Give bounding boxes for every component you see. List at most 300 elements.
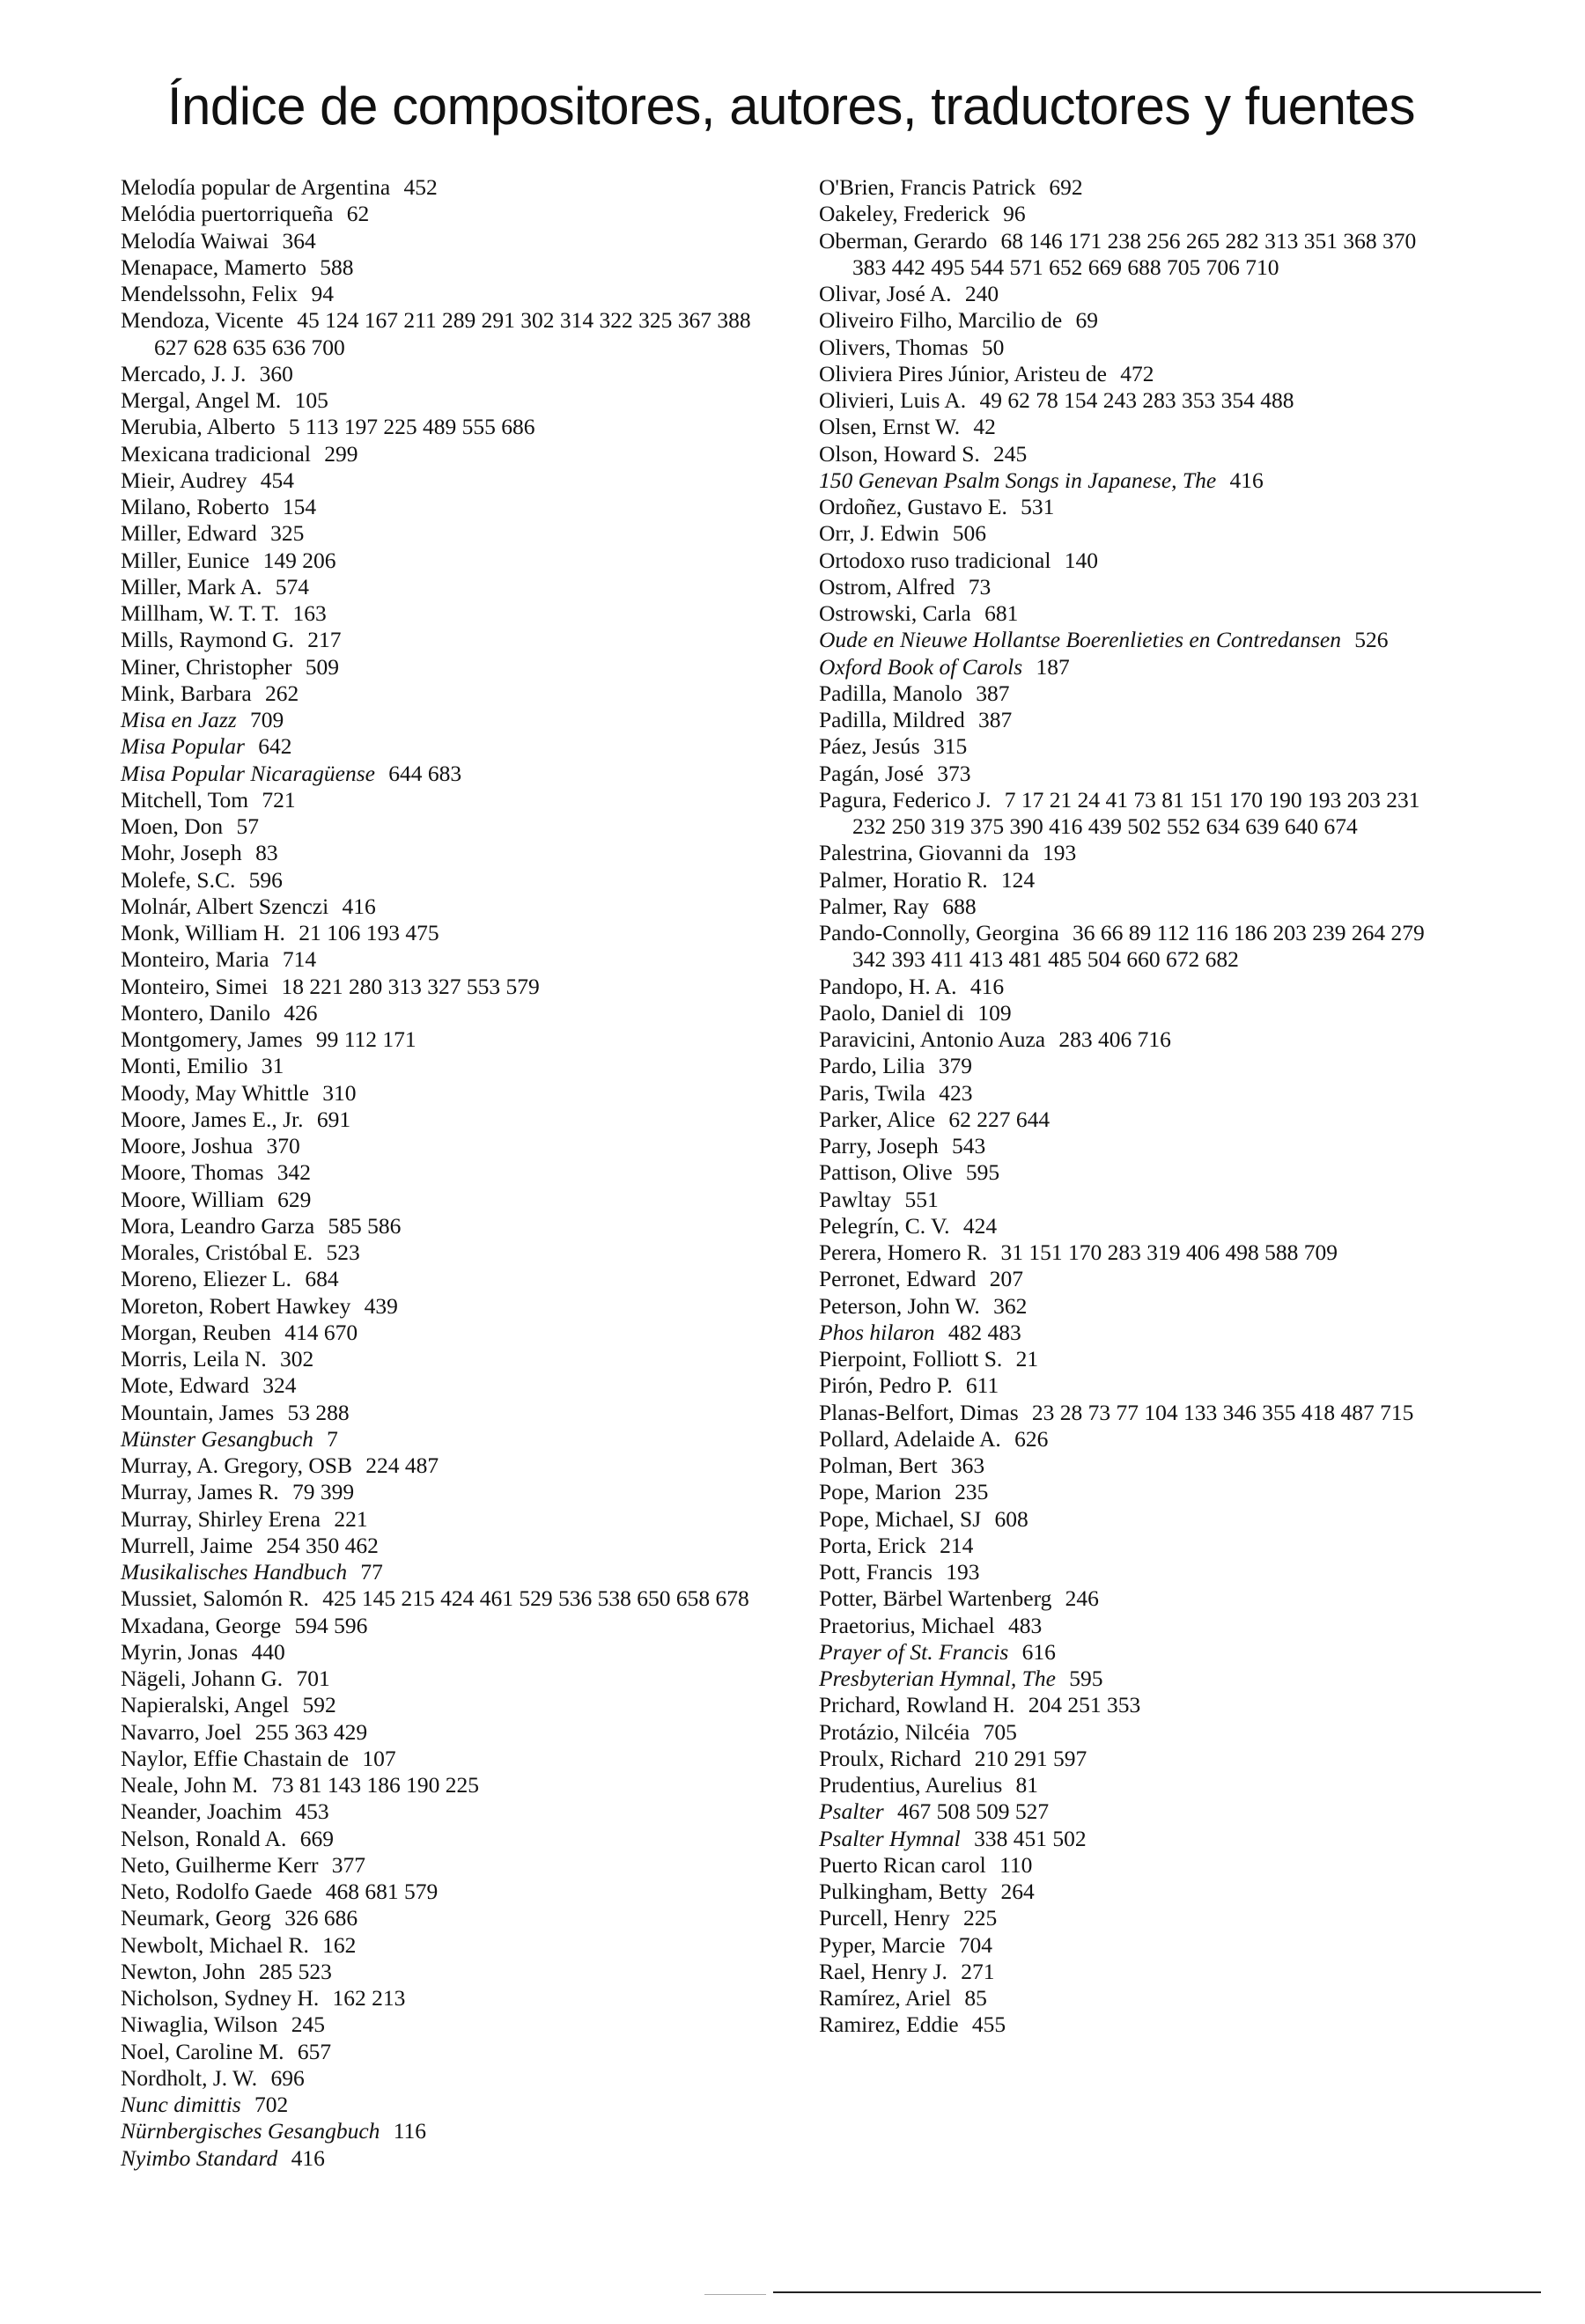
entry-pages: 105 [294,387,328,413]
index-entry [819,920,1435,974]
entry-pages: 31 151 170 283 319 406 498 588 709 [1000,1239,1338,1265]
entry-pages: 299 [324,440,358,467]
index-entry [819,1293,1435,1320]
entry-pages: 702 [254,2092,289,2117]
entry-pages: 42 [973,414,996,440]
entry-name: Mills, Raymond G. [121,627,294,653]
index-entry [121,920,772,946]
entry-pages: 523 [326,1239,360,1265]
entry-name: Mendelssohn, Felix [121,281,299,306]
entry-pages: 53 288 [287,1399,350,1425]
entry-pages: 705 [983,1718,1017,1745]
index-entry [121,867,772,894]
entry-name: Presbyterian Hymnal, The [819,1666,1056,1691]
entry-pages: 302 [280,1346,314,1372]
index-entry [819,1533,1435,1559]
index-entry [819,840,1435,866]
index-entry [121,414,772,440]
entry-pages: 684 [305,1266,339,1292]
index-entry [819,1133,1435,1159]
entry-name: Nicholson, Sydney H. [121,1985,320,2011]
entry-name: Neumark, Georg [121,1905,271,1931]
entry-name: Merubia, Alberto [121,414,276,440]
index-entry [819,1826,1435,1852]
entry-name: Psalter [819,1798,884,1825]
entry-pages: 107 [362,1745,396,1771]
index-entry [819,1585,1435,1612]
index-entry [819,281,1435,307]
index-entry [121,1559,772,1585]
entry-name: Nelson, Ronald A. [121,1825,287,1851]
entry-pages: 364 [282,227,316,254]
index-entry [121,1879,772,1905]
index-entry [121,1107,772,1133]
entry-pages: 94 [311,281,334,306]
index-entry [121,1080,772,1107]
entry-name: Neto, Guilherme Kerr [121,1851,319,1878]
index-entry [121,1133,772,1159]
entry-name: O'Brien, Francis Patrick [819,174,1036,200]
index-entry [819,1346,1435,1372]
index-entry [121,1000,772,1026]
index-entry [121,813,772,840]
index-entry [121,281,772,307]
entry-pages: 439 [364,1292,398,1319]
entry-name: Münster Gesangbuch [121,1425,313,1452]
entry-pages: 57 [236,813,259,839]
entry-pages: 246 [1065,1585,1099,1612]
entry-pages: 373 [937,760,971,786]
index-entry [121,1187,772,1213]
index-entry [121,174,772,201]
index-entry [819,548,1435,574]
entry-pages: 387 [976,680,1010,706]
index-entry [819,1852,1435,1879]
entry-pages: 688 [942,893,977,919]
entry-pages: 324 [262,1372,297,1399]
entry-name: Pope, Marion [819,1479,941,1505]
entry-name: Olivieri, Luis A. [819,387,967,413]
entry-name: Pirón, Pedro P. [819,1372,953,1399]
entry-name: Neander, Joachim [121,1798,283,1825]
entry-name: Misa en Jazz [121,707,237,732]
index-entry [121,1985,772,2011]
index-entry [819,707,1435,733]
index-entry [819,1932,1435,1959]
entry-pages: 704 [958,1931,992,1958]
entry-pages: 325 [270,520,305,547]
entry-pages: 709 [250,707,284,732]
entry-pages: 110 [999,1851,1033,1878]
entry-pages: 81 [1015,1772,1039,1798]
index-column-left [121,174,772,2172]
entry-pages: 79 399 [291,1479,355,1505]
entry-name: Newbolt, Michael R. [121,1931,309,1958]
index-entry [121,520,772,547]
entry-pages: 585 586 [328,1212,402,1239]
index-entry [121,1452,772,1479]
entry-name: Prudentius, Aurelius [819,1772,1003,1798]
entry-pages: 595 [965,1159,1000,1186]
entry-name: Palmer, Ray [819,893,930,919]
entry-pages: 68 146 171 238 256 265 282 313 351 368 370 383 442 495 544 571 652 669 688 705 706 710 [852,227,1417,280]
entry-name: Mieir, Audrey [121,467,247,493]
index-entry [819,228,1435,282]
entry-name: Nägeli, Johann G. [121,1666,284,1691]
entry-pages: 21 [1015,1346,1039,1372]
entry-name: Monteiro, Simei [121,973,269,999]
index-entry [121,1932,772,1959]
entry-pages: 691 [316,1106,351,1132]
entry-pages: 18 221 280 313 327 553 579 [281,973,540,999]
index-entry [121,2039,772,2065]
entry-name: Ostrowski, Carla [819,600,971,626]
index-entry [819,761,1435,787]
index-entry [819,974,1435,1000]
entry-name: Moore, Joshua [121,1133,254,1158]
entry-name: Olivers, Thomas [819,334,969,360]
entry-name: Murray, A. Gregory, OSB [121,1452,352,1478]
index-entry [121,1320,772,1346]
entry-pages: 224 487 [365,1452,439,1478]
entry-pages: 45 124 167 211 289 291 302 314 322 325 367 388 627 628 635 636 700 [154,307,751,360]
entry-name: Moreno, Eliezer L. [121,1266,292,1292]
entry-pages: 721 [262,786,296,813]
entry-pages: 23 28 73 77 104 133 346 355 418 487 715 [1031,1399,1414,1425]
entry-pages: 73 81 143 186 190 225 [271,1772,479,1798]
entry-pages: 424 [962,1212,998,1239]
entry-pages: 423 [939,1079,973,1106]
entry-name: Pandopo, H. A. [819,973,957,999]
index-entry [121,1585,772,1612]
index-entry [819,335,1435,361]
entry-pages: 310 [322,1079,357,1106]
entry-pages: 608 [994,1505,1028,1532]
entry-pages: 588 [320,254,354,280]
entry-pages: 454 [260,467,294,493]
entry-pages: 264 [1000,1879,1035,1904]
entry-name: Planas-Belfort, Dimas [819,1399,1019,1425]
index-entry [819,1959,1435,1985]
entry-name: Padilla, Manolo [819,680,962,706]
index-entry [819,1666,1435,1692]
entry-name: Nunc dimittis [121,2092,241,2117]
entry-pages: 217 [307,627,342,653]
entry-pages: 262 [265,680,299,706]
index-entry [121,600,772,627]
entry-pages: 543 [952,1133,986,1158]
entry-pages: 240 [964,281,999,306]
entry-pages: 416 [342,893,376,919]
entry-name: Mendoza, Vicente [121,307,284,334]
entry-pages: 7 [327,1425,338,1452]
entry-name: Molnár, Albert Szenczi [121,893,329,919]
entry-pages: 62 227 644 [948,1106,1051,1132]
entry-name: Olson, Howard S. [819,440,980,467]
entry-pages: 225 [963,1905,998,1931]
entry-pages: 426 [284,999,318,1026]
entry-pages: 5 113 197 225 489 555 686 [288,414,535,440]
index-entry [121,1826,772,1852]
index-entry [121,733,772,760]
index-entry [819,1187,1435,1213]
entry-name: Miller, Eunice [121,547,250,573]
entry-name: Potter, Bärbel Wartenberg [819,1585,1052,1612]
entry-name: Ramírez, Ariel [819,1985,952,2011]
entry-name: Phos hilaron [819,1319,935,1345]
index-entry [121,1506,772,1533]
index-entry [819,680,1435,707]
entry-pages: 338 451 502 [974,1825,1087,1851]
entry-name: Navarro, Joel [121,1718,242,1745]
index-entry [819,1905,1435,1931]
index-entry [819,574,1435,600]
index-entry [121,1746,772,1772]
index-entry [121,840,772,866]
index-entry [819,1506,1435,1533]
entry-name: Proulx, Richard [819,1745,962,1771]
index-entry [121,1346,772,1372]
entry-pages: 245 [291,2011,325,2038]
index-entry [121,1053,772,1079]
entry-name: Oude en Nieuwe Hollantse Boerenlieties en Contredansen [819,627,1341,653]
entry-pages: 472 [1120,360,1154,386]
index-entry [121,574,772,600]
entry-name: Moody, May Whittle [121,1079,309,1106]
index-entry [819,1080,1435,1107]
entry-name: Nyimbo Standard [121,2144,278,2171]
entry-pages: 85 [964,1985,987,2011]
entry-pages: 596 [248,866,283,893]
index-entry [819,1985,1435,2011]
entry-name: Pagán, José [819,760,924,786]
entry-name: Niwaglia, Wilson [121,2011,278,2038]
index-entry [819,733,1435,760]
entry-name: Mora, Leandro Garza [121,1212,315,1239]
entry-name: Pulkingham, Betty [819,1879,988,1904]
entry-name: Purcell, Henry [819,1905,950,1931]
entry-pages: 210 291 597 [974,1745,1087,1771]
entry-pages: 574 [275,573,310,599]
page-title: Índice de compositores, autores, traductores y fuentes [166,77,1415,136]
entry-name: Miner, Christopher [121,653,292,680]
entry-name: Orr, J. Edwin [819,520,940,547]
entry-name: Noel, Caroline M. [121,2038,284,2064]
index-entry [121,2118,772,2144]
index-entry [819,467,1435,494]
entry-name: Rael, Henry J. [819,1958,947,1984]
entry-pages: 83 [255,840,278,866]
index-entry [121,1852,772,1879]
entry-pages: 616 [1021,1638,1056,1665]
entry-pages: 379 [938,1053,972,1079]
entry-name: Melodía popular de Argentina [121,174,391,200]
entry-name: Praetorius, Michael [819,1612,995,1638]
index-entry [121,1239,772,1266]
entry-name: Pardo, Lilia [819,1053,925,1079]
entry-pages: 96 [1003,201,1026,227]
entry-name: Menapace, Mamerto [121,254,306,280]
entry-name: Molefe, S.C. [121,866,236,893]
entry-name: Oberman, Gerardo [819,227,988,254]
entry-name: Murrell, Jaime [121,1532,254,1558]
entry-name: Pando-Connolly, Georgina [819,920,1059,945]
index-entry [121,228,772,254]
index-entry [819,600,1435,627]
entry-name: Palmer, Horatio R. [819,866,988,893]
entry-pages: 414 670 [284,1319,358,1345]
entry-pages: 644 683 [388,760,462,786]
index-entry [121,1400,772,1426]
entry-pages: 453 [295,1798,329,1825]
entry-pages: 595 [1069,1666,1103,1691]
entry-name: Monti, Emilio [121,1053,248,1079]
entry-name: Monteiro, Maria [121,946,269,973]
index-entry [819,1639,1435,1666]
entry-pages: 116 [393,2118,427,2144]
entry-name: Morgan, Reuben [121,1319,271,1345]
index-entry [121,1613,772,1639]
entry-pages: 124 [1000,866,1036,893]
index-entry [121,707,772,733]
entry-name: Pawltay [819,1186,892,1212]
index-entry [819,1159,1435,1186]
entry-name: Murray, Shirley Erena [121,1505,321,1532]
entry-name: Perera, Homero R. [819,1239,988,1265]
index-entry [121,548,772,574]
entry-name: Oliviera Pires Júnior, Aristeu de [819,360,1107,386]
index-entry [121,894,772,920]
entry-name: Melódia puertorriqueña [121,201,334,227]
entry-name: Pattison, Olive [819,1159,953,1186]
entry-name: Mussiet, Salomón R. [121,1585,309,1612]
index-entry [819,1559,1435,1585]
entry-pages: 506 [952,520,986,547]
entry-pages: 62 [346,201,370,227]
entry-name: Protázio, Nilcéia [819,1718,970,1745]
index-entry [121,1213,772,1239]
index-entry [121,761,772,787]
entry-pages: 526 [1354,627,1389,653]
entry-pages: 99 112 171 [315,1026,417,1052]
entry-pages: 714 [282,946,317,973]
entry-pages: 692 [1049,174,1083,200]
entry-name: Mexicana tradicional [121,440,311,467]
index-entry [819,1053,1435,1079]
index-entry [819,494,1435,520]
entry-name: Morales, Cristóbal E. [121,1239,313,1265]
entry-pages: 326 686 [284,1905,358,1931]
entry-pages: 452 [403,174,438,200]
entry-name: Mercado, J. J. [121,360,247,386]
entry-name: Pyper, Marcie [819,1931,946,1958]
index-entry [819,1372,1435,1399]
entry-pages: 31 [261,1053,284,1079]
entry-pages: 235 [955,1479,989,1505]
entry-pages: 377 [331,1851,366,1878]
entry-pages: 162 213 [332,1985,406,2011]
index-entry [121,2145,772,2172]
index-entry [819,1879,1435,1905]
entry-name: Pelegrín, C. V. [819,1212,950,1239]
entry-pages: 315 [933,733,968,760]
entry-pages: 642 [258,733,292,760]
entry-name: Olivar, José A. [819,281,952,306]
index-entry [819,201,1435,227]
index-entry [819,1320,1435,1346]
entry-name: Neto, Rodolfo Gaede [121,1879,313,1904]
entry-pages: 149 206 [262,547,336,573]
entry-name: Pott, Francis [819,1559,933,1585]
index-entry [121,254,772,281]
entry-pages: 416 [1229,467,1264,493]
entry-pages: 370 [266,1133,300,1158]
entry-name: Myrin, Jonas [121,1638,239,1665]
entry-name: Parry, Joseph [819,1133,939,1158]
entry-name: Naylor, Effie Chastain de [121,1745,350,1771]
entry-name: Polman, Bert [819,1452,938,1478]
entry-pages: 482 483 [947,1319,1021,1345]
index-entry [121,1533,772,1559]
entry-pages: 455 [971,2011,1006,2038]
entry-name: Moore, James E., Jr. [121,1106,304,1132]
entry-name: Pierpoint, Folliott S. [819,1346,1003,1372]
entry-name: Musikalisches Handbuch [121,1559,348,1585]
entry-name: Misa Popular Nicaragüense [121,760,375,786]
index-entry [121,1426,772,1452]
index-entry [819,307,1435,334]
index-entry [819,414,1435,440]
entry-name: Padilla, Mildred [819,707,965,732]
entry-name: Moen, Don [121,813,224,839]
index-entry [819,2011,1435,2038]
entry-name: Puerto Rican carol [819,1851,986,1878]
index-entry [121,1905,772,1931]
entry-name: Ostrom, Alfred [819,573,955,599]
entry-pages: 360 [259,360,293,386]
index-entry [121,467,772,494]
entry-pages: 193 [946,1559,980,1585]
index-entry [819,441,1435,467]
index-entry [121,1479,772,1505]
entry-pages: 207 [989,1266,1023,1292]
index-entry [819,1426,1435,1452]
entry-name: Morris, Leila N. [121,1346,267,1372]
entry-pages: 187 [1036,653,1070,680]
footer-rule-faint [704,2294,766,2295]
entry-pages: 21 106 193 475 [299,920,439,945]
entry-pages: 204 251 353 [1028,1692,1141,1718]
entry-name: Misa Popular [121,733,245,760]
footer-rule [773,2291,1541,2293]
index-entry [121,974,772,1000]
entry-pages: 77 [360,1559,383,1585]
entry-pages: 140 [1064,547,1098,573]
entry-name: Oliveiro Filho, Marcilio de [819,307,1063,334]
index-entry [819,654,1435,680]
index-entry [121,1159,772,1186]
index-entry [819,1719,1435,1746]
entry-pages: 483 [1008,1612,1043,1638]
entry-name: Paris, Twila [819,1079,925,1106]
entry-name: Prayer of St. Francis [819,1638,1009,1665]
entry-name: Moreton, Robert Hawkey [121,1292,351,1319]
entry-name: Ramirez, Eddie [819,2011,959,2038]
index-entry [819,174,1435,201]
entry-pages: 221 [334,1505,368,1532]
index-entry [121,1266,772,1292]
index-entry [121,627,772,653]
